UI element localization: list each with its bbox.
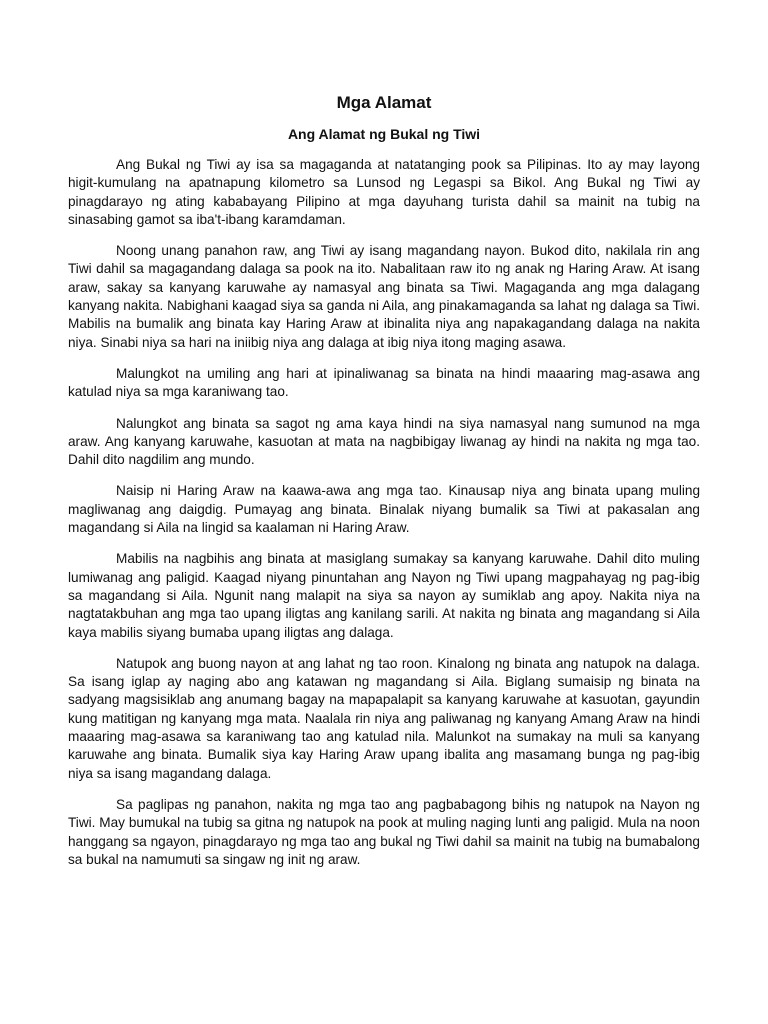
paragraph-3: Malungkot na umiling ang hari at ipinaliwanag sa binata na hindi maaaring mag-asawa ang katulad niya sa mga karaniwang tao. <box>68 365 700 400</box>
document-title: Mga Alamat <box>336 93 432 112</box>
document-page <box>68 93 700 882</box>
paragraph-5: Naisip ni Haring Araw na kaawa-awa ang mga tao. Kinausap niya ang binata upang muling magliwanag ang daigdig. Pumayag ang binata. Binalak niyang bumalik sa Tiwi at pakasalan ang magandang si Aila na lingid sa kaalaman ni Haring Araw. <box>68 483 700 536</box>
paragraph-4: Nalungkot ang binata sa sagot ng ama kaya hindi na siya namasyal nang sumunod na mga araw. Ang kanyang karuwahe, kasuotan at mata na nagbibigay liwanag ay hindi na nakita ng mga tao. Dahil dito nagdilim ang mundo. <box>68 415 700 468</box>
paragraph-6: Mabilis na nagbihis ang binata at masiglang sumakay sa kanyang karuwahe. Dahil dito muling lumiwanag ang paligid. Kaagad niyang pinuntahan ang Nayon ng Tiwi upang magpahayag ng pag-ibig sa magandang si Aila. Ngunit nang malapit na siya sa nayon ay sumiklab ang apoy. Nakita niya na nagtatakbuhan ang mga tao upang iligtas ang kanilang sarili. At nakita ng binata ang magandang si Aila kaya mabilis siyang bumaba upang iligtas ang dalaga. <box>68 551 700 640</box>
story-title: Ang Alamat ng Bukal ng Tiwi <box>287 126 481 142</box>
paragraph-2: Noong unang panahon raw, ang Tiwi ay isang magandang nayon. Bukod dito, nakilala rin ang Tiwi dahil sa magagandang dalaga sa pook na ito. Nabalitaan raw ito ng anak ng Haring Araw. At isang araw, sakay sa kanyang karuwahe ay namasyal ang binata sa Tiwi. Magaganda ang mga dalagang kanyang nakita. Nabighani kaagad siya sa ganda ni Aila, ang pinakamaganda sa lahat ng dalaga sa Tiwi. Mabilis na bumalik ang binata kay Haring Araw at ibinalita niya ang napakagandang dalaga na nakita niya. Sinabi niya sa hari na iniibig niya ang dalaga at ibig niya itong maging asawa. <box>68 243 700 350</box>
paragraph-8: Sa paglipas ng panahon, nakita ng mga tao ang pagbabagong bihis ng natupok na Nayon ng Tiwi. May bumukal na tubig sa gitna ng natupok na pook at muling naging lunti ang paligid. Mula na noon hanggang sa ngayon, pinagdarayo ng mga tao ang bukal ng Tiwi dahil sa mainit na tubig na bumabalong sa bukal na namumuti sa singaw ng init ng araw. <box>68 796 700 867</box>
paragraph-1: Ang Bukal ng Tiwi ay isa sa magaganda at natatanging pook sa Pilipinas. Ito ay may layong higit-kumulang na apatnapung kilometro sa Lunsod ng Legaspi sa Bikol. Ang Bukal ng Tiwi ay pinagdarayo ng ating kababayang Pilipino at mga dayuhang turista dahil sa mainit na tubig na sinasabing gamot sa iba't-ibang karamdaman. <box>68 157 700 227</box>
paragraph-7: Natupok ang buong nayon at ang lahat ng tao roon. Kinalong ng binata ang natupok na dalaga. Sa isang iglap ay naging abo ang katawan ng magandang si Aila. Biglang sumaisip ng binata na sadyang magsisiklab ang anumang bagay na mapapalapit sa kanyang karuwahe at kasuotan, gayundin kung matitigan ng kanyang mga mata. Naalala rin niya ang paliwanag ng kanyang Amang Araw na hindi maaaring mag-asawa sa karaniwang tao ang katulad nila. Malunkot na sumakay na muli sa kanyang karuwahe ang binata. Bumalik siya kay Haring Araw upang ibalita ang masamang bunga ng pag-ibig niya sa isang magandang dalaga. <box>68 655 700 781</box>
